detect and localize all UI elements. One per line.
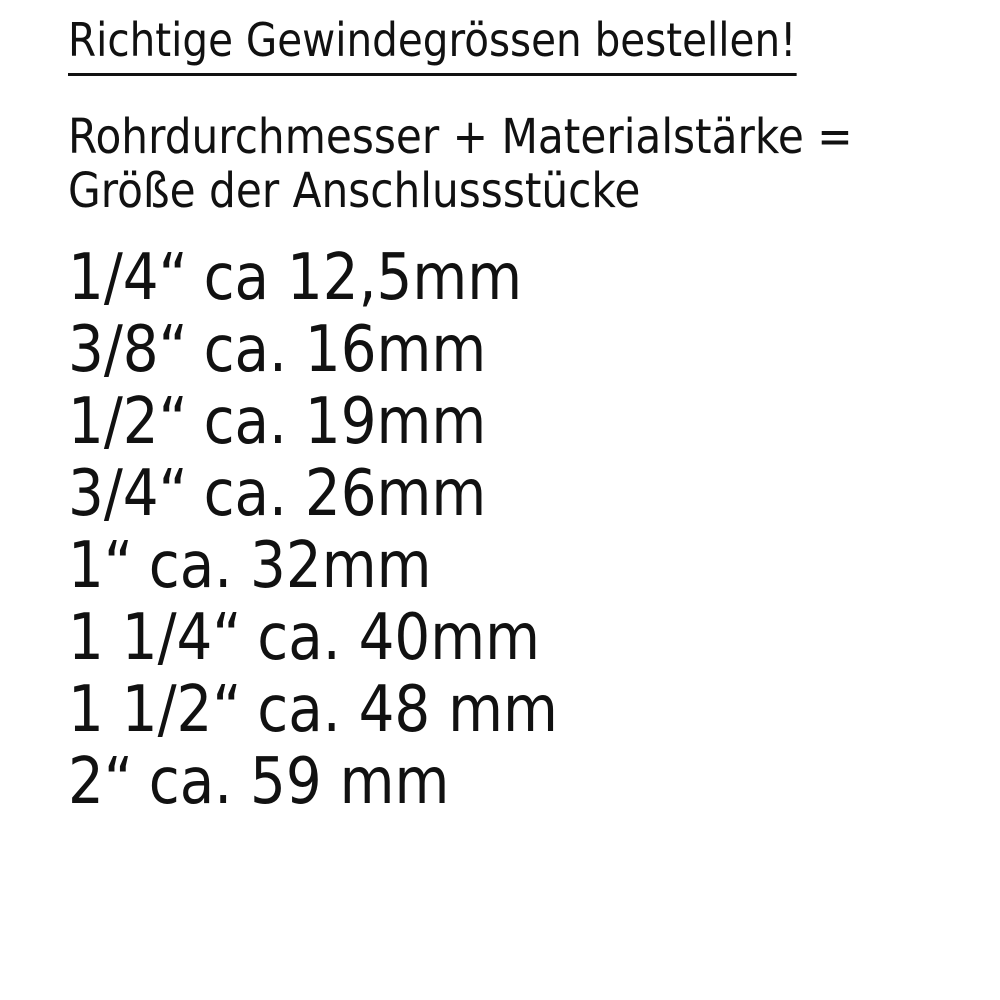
inch-size: 1“ xyxy=(68,529,134,603)
formula-line-1: Rohrdurchmesser + Materialstärke = xyxy=(68,109,853,165)
formula-line-2: Größe der Anschlussstücke xyxy=(68,163,641,219)
inch-size: 1/2“ xyxy=(68,385,188,459)
size-row xyxy=(68,674,1000,746)
mm-size: ca. 26mm xyxy=(203,457,487,531)
size-row xyxy=(68,530,1000,602)
size-formula xyxy=(68,110,1000,218)
inch-size: 3/8“ xyxy=(68,313,188,387)
mm-size: ca. 16mm xyxy=(203,313,487,387)
mm-size: ca. 32mm xyxy=(148,529,432,603)
size-list xyxy=(68,242,1000,818)
page-title-text: Richtige Gewindegrössen bestellen! xyxy=(68,12,796,76)
mm-size: ca. 40mm xyxy=(257,601,540,675)
size-row xyxy=(68,386,1000,458)
size-row xyxy=(68,314,1000,386)
size-row xyxy=(68,242,1000,314)
size-row xyxy=(68,746,1000,818)
inch-size: 1/4“ xyxy=(68,241,188,315)
size-row xyxy=(68,602,1000,674)
page-title xyxy=(68,12,1000,76)
inch-size: 1 1/2“ xyxy=(68,673,242,747)
mm-size: ca. 48 mm xyxy=(257,673,558,747)
size-row xyxy=(68,458,1000,530)
inch-size: 2“ xyxy=(68,745,134,819)
mm-size: ca. 19mm xyxy=(203,385,487,459)
inch-size: 3/4“ xyxy=(68,457,188,531)
mm-size: ca 12,5mm xyxy=(203,241,523,315)
mm-size: ca. 59 mm xyxy=(148,745,450,819)
inch-size: 1 1/4“ xyxy=(68,601,242,675)
